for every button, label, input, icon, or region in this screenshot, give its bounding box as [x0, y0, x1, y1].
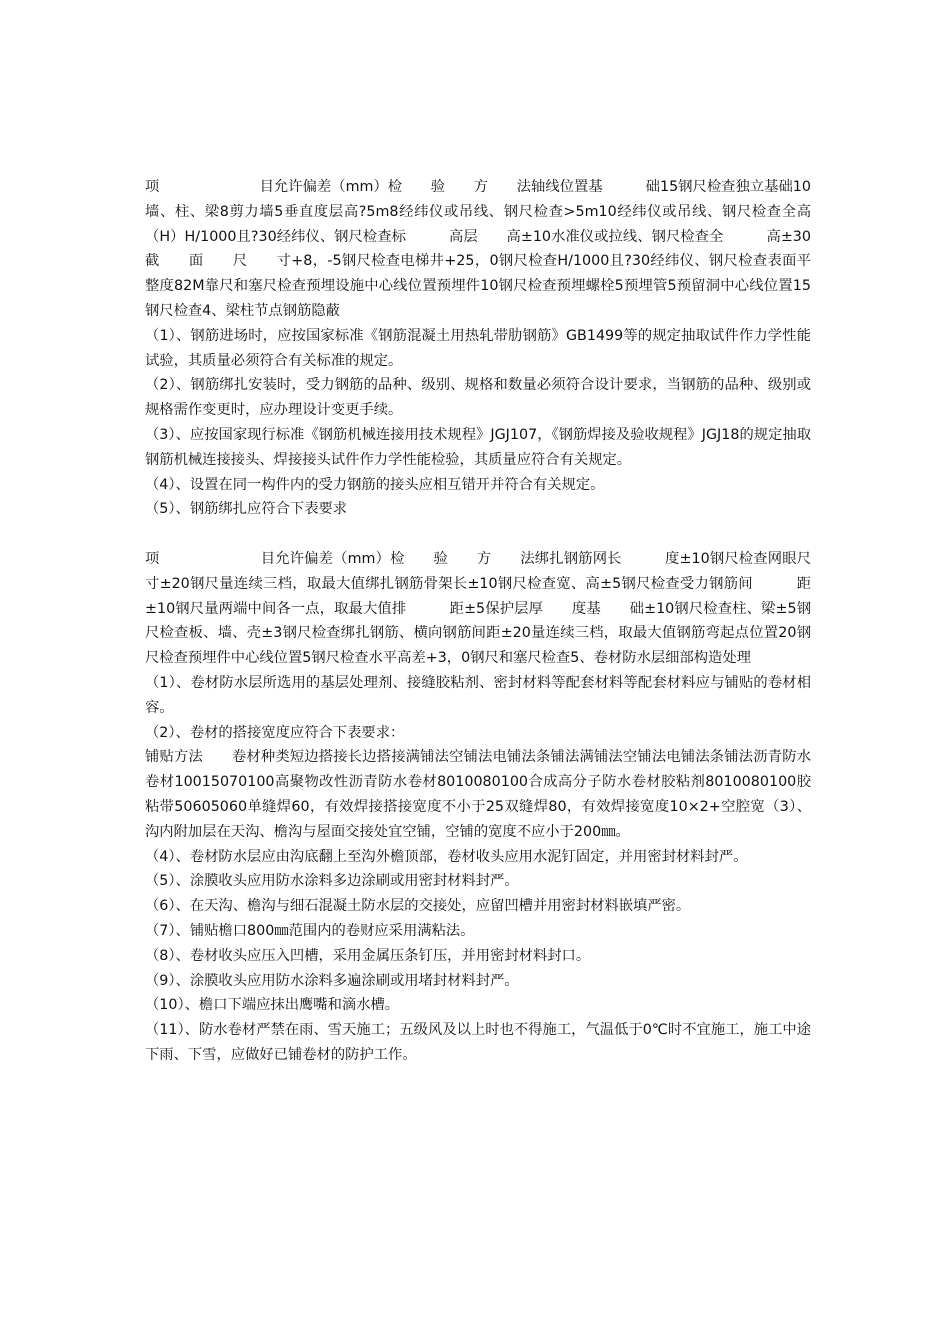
paragraph-membrane-7: （7）、铺贴檐口800㎜范围内的卷财应采用满粘法。: [145, 922, 475, 939]
paragraph-membrane-1: （1）、卷材防水层所选用的基层处理剂、接缝胶粘剂、密封材料等配套材料等配套材料应与铺贴的卷材相容。: [145, 674, 811, 716]
paragraph-membrane-6: （6）、在天沟、檐沟与细石混凝土防水层的交接处，应留凹槽并用密封材料嵌填严密。: [145, 898, 691, 915]
paragraph-item-1: （1）、钢筋进场时，应按国家标准《钢筋混凝土用热轧带肋钢筋》GB1499等的规定抽取试件作力学性能试验，其质量必须符合有关标准的规定。: [145, 327, 811, 369]
paragraph-membrane-11: （11）、防水卷材严禁在雨、雪天施工；五级风及以上时也不得施工，气温低于0℃时不宜施工，施工中途下雨、下雪，应做好已铺卷材的防护工作。: [145, 1022, 811, 1063]
paragraph-item-5: （5）、钢筋绑扎应符合下表要求: [145, 501, 348, 518]
paragraph-membrane-2: （2）、卷材的搭接宽度应符合下表要求：: [145, 724, 405, 741]
paragraph-item-3: （3）、应按国家现行标准《钢筋机械连接用技术规程》JGJ107，《钢筋焊接及验收规程》JGJ18的规定抽取钢筋机械连接接头、焊接接头试件作力学性能检验，其质量应符合有关规定。: [145, 426, 811, 468]
table-text-concrete-tolerance: 项 目允许偏差（mm）检 验 方 法轴线位置基 础15钢尺检查独立基础10墙、柱、梁8剪力墙5垂直度层高?5m8经纬仪或吊线、钢尺检查>5m10经纬仪或吊线、钢尺检查全高（H）H/1000且?30经纬仪、钢尺检查标 高层 高±10水准仪或拉线、钢尺检查全 高±30截 面 尺 寸+8，-5钢尺检查电梯井+25，0钢尺检查H/1000且?30经纬仪、钢尺检查表面平整度82M靠尺和塞尺检查预埋设施中心线位置预埋件10钢尺检查预埋螺栓5预埋管5预留洞中心线位置15钢尺检查4、梁柱节点钢筋隐蔽: [145, 179, 811, 319]
table-text-lap-width: 铺贴方法 卷材种类短边搭接长边搭接满铺法空铺法电铺法条铺法满铺法空铺法电铺法条铺法沥青防水卷材10015070100高聚物改性沥青防水卷材8010080100合成高分子防水卷材胶粘剂8010080100胶粘带50605060单缝焊60，有效焊接搭接宽度不小于25双缝焊80，有效焊接宽度10×2+空腔宽（3）、沟内附加层在天沟、檐沟与屋面交接处宜空铺，空铺的宽度不应小于200㎜。: [145, 749, 811, 840]
blank-line: [145, 522, 811, 547]
table-text-rebar-tolerance: 项 目允许偏差（mm）检 验 方 法绑扎钢筋网长 度±10钢尺检查网眼尺寸±20钢尺量连续三档，取最大值绑扎钢筋骨架长±10钢尺检查宽、高±5钢尺检查受力钢筋间 距±10钢尺量两端中间各一点，取最大值排 距±5保护层厚 度基 础±10钢尺检查柱、梁±5钢尺检查板、墙、壳±3钢尺检查绑扎钢筋、横向钢筋间距±20量连续三档，取最大值钢筋弯起点位置20钢尺检查预埋件中心线位置5钢尺检查水平高差+3，0钢尺和塞尺检查5、卷材防水层细部构造处理: [145, 550, 811, 667]
document-body: [145, 175, 811, 1068]
paragraph-membrane-10: （10）、檐口下端应抹出鹰嘴和滴水槽。: [145, 997, 400, 1014]
paragraph-item-2: （2）、钢筋绑扎安装时，受力钢筋的品种、级别、规格和数量必须符合设计要求，当钢筋的品种、级别或规格需作变更时，应办理设计变更手续。: [145, 377, 811, 419]
paragraph-item-4: （4）、设置在同一构件内的受力钢筋的接头应相互错开并符合有关规定。: [145, 476, 605, 493]
paragraph-membrane-8: （8）、卷材收头应压入凹槽，采用金属压条钉压，并用密封材料封口。: [145, 947, 591, 964]
paragraph-membrane-4: （4）、卷材防水层应由沟底翻上至沟外檐顶部，卷材收头应用水泥钉固定，并用密封材料封严。: [145, 848, 748, 865]
paragraph-membrane-9: （9）、涂膜收头应用防水涂料多遍涂刷或用堵封材料封严。: [145, 972, 519, 989]
paragraph-membrane-5: （5）、涂膜收头应用防水涂料多边涂刷或用密封材料封严。: [145, 873, 519, 890]
